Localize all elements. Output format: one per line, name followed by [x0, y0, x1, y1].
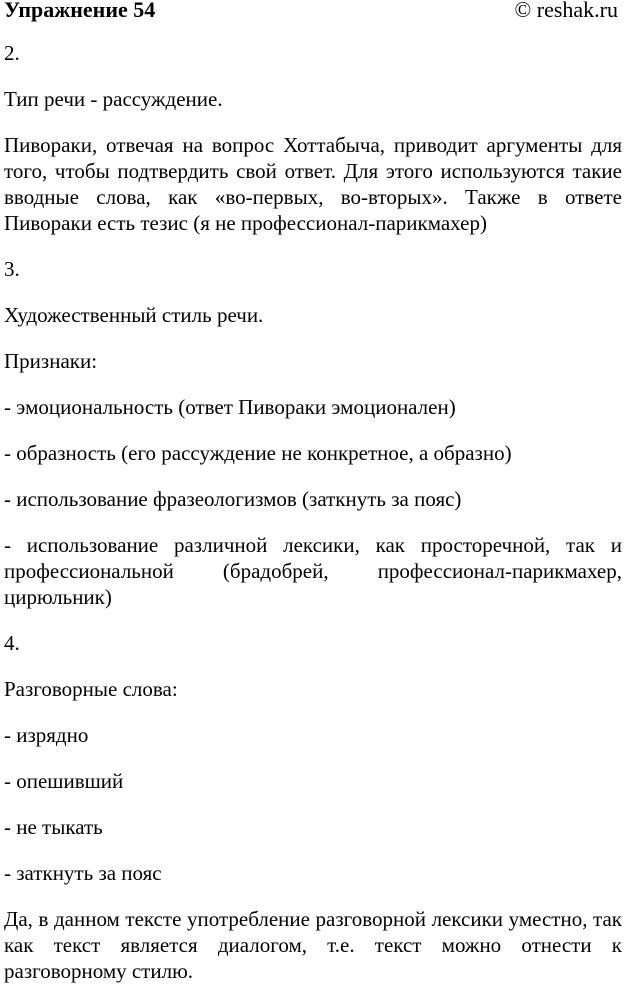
colloquial-heading: Разговорные слова: [4, 677, 178, 701]
colloquial-word-item: - заткнуть за пояс [4, 861, 162, 885]
style-statement: Художественный стиль речи. [4, 303, 264, 327]
section-4-label: 4. [4, 631, 20, 655]
feature-item-phraseology: - использование фразеологизмов (заткнуть за пояс) [4, 487, 462, 511]
exercise-title: Упражнение 54 [4, 0, 156, 22]
conclusion-paragraph: Да, в данном тексте употребление разговорной лексики уместно, так как текст является диалогом, т.е. текст можно отнести к разговорному стилю. [4, 907, 622, 983]
section-3-label: 3. [4, 257, 20, 281]
feature-item-imagery: - образность (его рассуждение не конкретное, а образно) [4, 441, 512, 465]
page-header [0, 0, 624, 26]
features-heading: Признаки: [4, 349, 98, 373]
colloquial-word-item: - не тыкать [4, 815, 103, 839]
feature-item-vocabulary: - использование различной лексики, как просторечной, так и профессиональной (брадобрей, профессионал-парикмахер, цирюльник) [4, 533, 622, 609]
speech-type-paragraph: Тип речи - рассуждение. [4, 87, 223, 111]
section-2-label: 2. [4, 41, 20, 65]
colloquial-word-item: - изрядно [4, 723, 89, 747]
argument-paragraph: Пивораки, отвечая на вопрос Хоттабыча, приводит аргументы для того, чтобы подтвердить свой ответ. Для этого используются такие вводные слова, как «во-первых, во-вторых». Также в ответе Пивораки есть тезис (я не профессионал-парикмахер) [4, 133, 622, 235]
document-body [4, 40, 622, 984]
feature-item-emotionality: - эмоциональность (ответ Пивораки эмоционален) [4, 395, 456, 419]
colloquial-word-item: - опешивший [4, 769, 124, 793]
source-credit: © reshak.ru [514, 0, 618, 22]
